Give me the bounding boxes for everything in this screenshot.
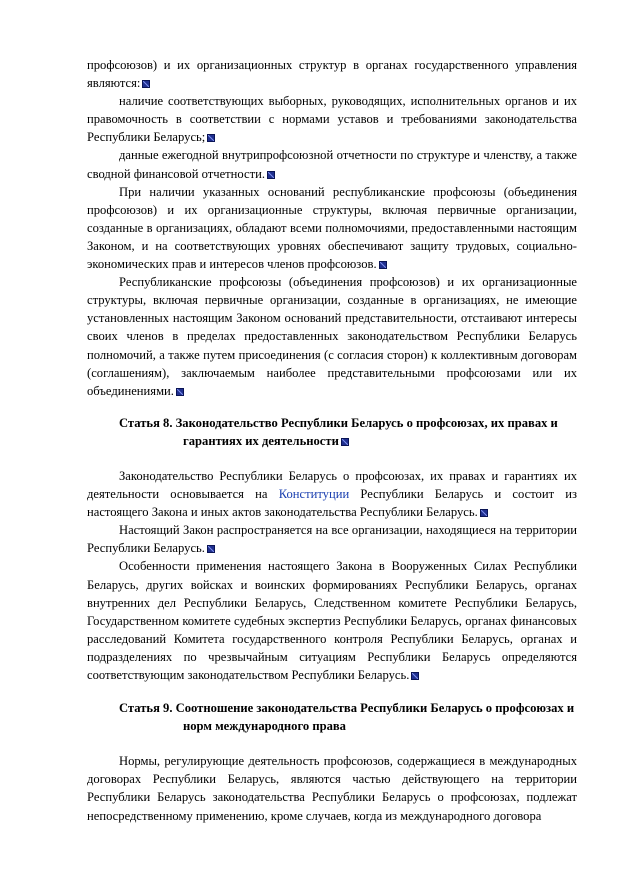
- paragraph-9: [87, 752, 577, 824]
- spacer: [87, 735, 577, 752]
- paragraph-marker-icon[interactable]: [480, 509, 488, 517]
- paragraph-8-text: Особенности применения настоящего Закона в Вооруженных Силах Республики Беларусь, других войсках и воинских формированиях Республики Беларусь, органах внутренних дел Республики Беларусь, Следственном комитете Республики Беларусь, Государственном комитете судебных экспертиз Республики Беларусь, органах финансовых расследований Комитета государственного контроля Республики Беларусь, органах и подразделениях по чрезвычайным ситуациям Республики Беларусь определяются соответствующим законодательством Республики Беларусь.: [87, 559, 577, 682]
- spacer: [87, 684, 577, 699]
- paragraph-marker-icon[interactable]: [379, 261, 387, 269]
- spacer: [87, 400, 577, 414]
- paragraph-5-text: Республиканские профсоюзы (объединения профсоюзов) и их организационные структуры, включая первичные организации, созданные в организациях, не имеющие установленных настоящим Законом оснований представительности, отстаивают интересы своих членов в пределах предоставленных законодательством Республики Беларусь полномочий, а также путем присоединения (с согласия сторон) к коллективным договорам (соглашениям), заключаемым наиболее представительными профсоюзами или их объединениями.: [87, 275, 577, 398]
- paragraph-marker-icon[interactable]: [267, 171, 275, 179]
- paragraph-marker-icon[interactable]: [176, 388, 184, 396]
- spacer: [87, 450, 577, 467]
- paragraph-1-text: профсоюзов) и их организационных структур в органах государственного управления являются:: [87, 58, 577, 91]
- document-page: [87, 56, 577, 825]
- paragraph-4-text: При наличии указанных оснований республиканские профсоюзы (объединения профсоюзов) и их организационные структуры, включая первичные организации, созданные в организациях, обладают всеми полномочиями, предоставленными настоящим Законом, и на соответствующих уровнях обеспечивают защиту трудовых, социально-экономических прав и интересов членов профсоюзов.: [87, 184, 577, 272]
- paragraph-9-text: Нормы, регулирующие деятельность профсоюзов, содержащиеся в международных договорах Республики Беларусь, являются частью действующего на территории Республики Беларусь законодательства Республики Беларусь о профсоюзах, подлежат непосредственному применению, кроме случаев, когда из международного договора: [87, 754, 577, 823]
- paragraph-marker-icon[interactable]: [207, 545, 215, 553]
- paragraph-marker-icon[interactable]: [142, 80, 150, 88]
- paragraph-3-text: данные ежегодной внутрипрофсоюзной отчетности по структуре и членству, а также сводной финансовой отчетности.: [87, 148, 577, 181]
- paragraph-2-text: наличие соответствующих выборных, руководящих, исполнительных органов и их правомочность в соответствии с нормами уставов и требованиями законодательства Республики Беларусь;: [87, 94, 577, 145]
- article-9-heading: [87, 699, 577, 735]
- paragraph-2: [87, 92, 577, 146]
- paragraph-1: [87, 56, 577, 92]
- paragraph-7: [87, 521, 577, 557]
- paragraph-8: [87, 557, 577, 684]
- article-9-heading-text: Статья 9. Соотношение законодательства Республики Беларусь о профсоюзах и норм международного права: [119, 701, 575, 734]
- paragraph-6-text-b: Республики Беларусь и состоит из настоящего Закона и иных актов законодательства Республики Беларусь.: [87, 487, 578, 520]
- paragraph-6: [87, 467, 577, 521]
- paragraph-marker-icon[interactable]: [411, 672, 419, 680]
- article-8-heading-text: Статья 8. Законодательство Республики Беларусь о профсоюзах, их правах и гарантиях их деятельности: [119, 415, 558, 448]
- paragraph-7-text: Настоящий Закон распространяется на все организации, находящиеся на территории Республики Беларусь.: [87, 523, 577, 556]
- paragraph-marker-icon[interactable]: [207, 134, 215, 142]
- article-8-heading: [87, 414, 577, 450]
- paragraph-3: [87, 146, 577, 182]
- paragraph-4: [87, 183, 577, 273]
- paragraph-5: [87, 273, 577, 400]
- constitution-link[interactable]: Конституции: [278, 487, 350, 502]
- paragraph-marker-icon[interactable]: [341, 438, 349, 446]
- paragraph-6-text-a: Законодательство Республики Беларусь о профсоюзах, их правах и гарантиях их деятельности основывается на: [87, 468, 577, 502]
